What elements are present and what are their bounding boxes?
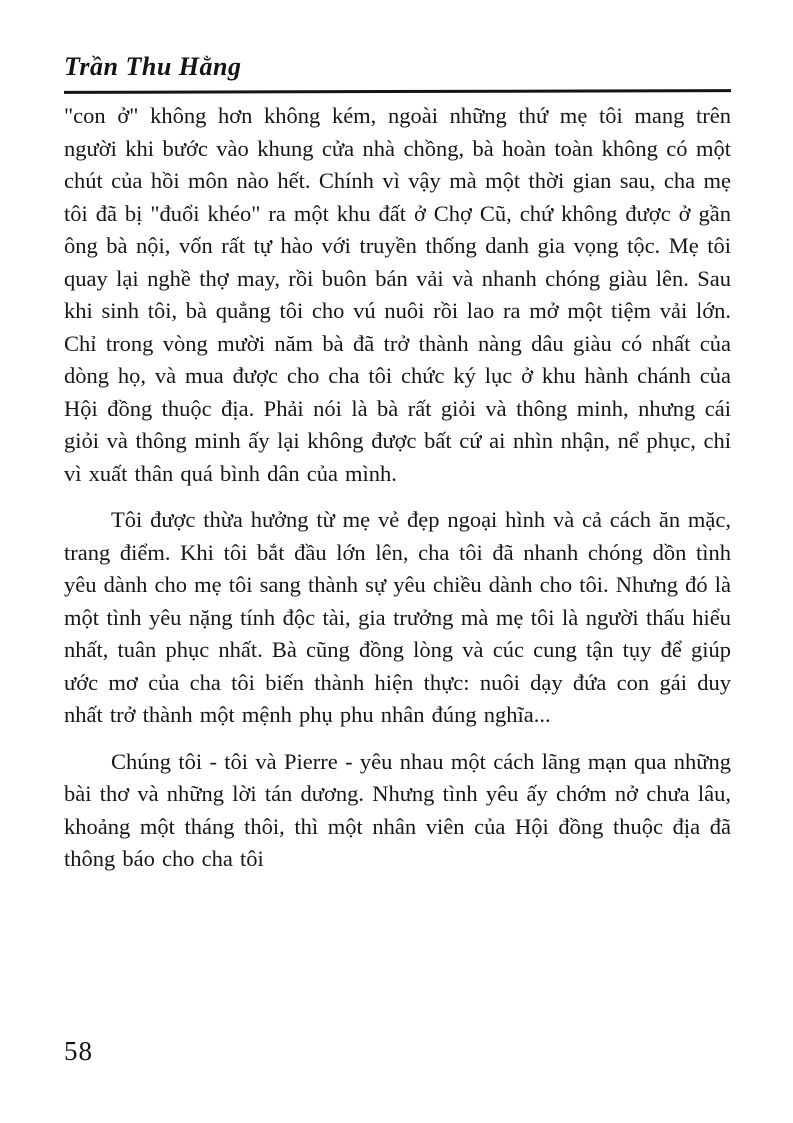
- header-rule: [64, 89, 731, 94]
- paragraph-2: Tôi được thừa hưởng từ mẹ vẻ đẹp ngoại hình và cả cách ăn mặc, trang điểm. Khi tôi bắt đầu lớn lên, cha tôi đã nhanh chóng dồn tình yêu dành cho mẹ tôi sang thành sự yêu chiều dành cho tôi. Nhưng đó là một tình yêu nặng tính độc tài, gia trưởng mà mẹ tôi là người thấu hiểu nhất, tuân phục nhất. Bà cũng đồng lòng và cúc cung tận tụy để giúp ước mơ của cha tôi biến thành hiện thực: nuôi dạy đứa con gái duy nhất trở thành một mệnh phụ phu nhân đúng nghĩa...: [64, 507, 731, 727]
- running-header-author: Trần Thu Hằng: [64, 52, 242, 81]
- body-text: [64, 100, 731, 876]
- running-header: [64, 52, 731, 93]
- page-number: 58: [64, 1036, 93, 1066]
- paragraph-1: "con ở" không hơn không kém, ngoài những thứ mẹ tôi mang trên người khi bước vào khung cửa nhà chồng, bà hoàn toàn không có một chút của hồi môn nào hết. Chính vì vậy mà một thời gian sau, cha mẹ tôi đã bị "đuổi khéo" ra một khu đất ở Chợ Cũ, chứ không được ở gần ông bà nội, vốn rất tự hào với truyền thống danh gia vọng tộc. Mẹ tôi quay lại nghề thợ may, rồi buôn bán vải và nhanh chóng giàu lên. Sau khi sinh tôi, bà quẳng tôi cho vú nuôi rồi lao ra mở một tiệm vải lớn. Chỉ trong vòng mười năm bà đã trở thành nàng dâu giàu có nhất của dòng họ, và mua được cho cha tôi chức ký lục ở khu hành chánh của Hội đồng thuộc địa. Phải nói là bà rất giỏi và thông minh, nhưng cái giỏi và thông minh ấy lại không được bất cứ ai nhìn nhận, nể phục, chỉ vì xuất thân quá bình dân của mình.: [64, 103, 731, 486]
- paragraph-3: Chúng tôi - tôi và Pierre - yêu nhau một cách lãng mạn qua những bài thơ và những lời tán dương. Nhưng tình yêu ấy chớm nở chưa lâu, khoảng một tháng thôi, thì một nhân viên của Hội đồng thuộc địa đã thông báo cho cha tôi: [64, 748, 731, 871]
